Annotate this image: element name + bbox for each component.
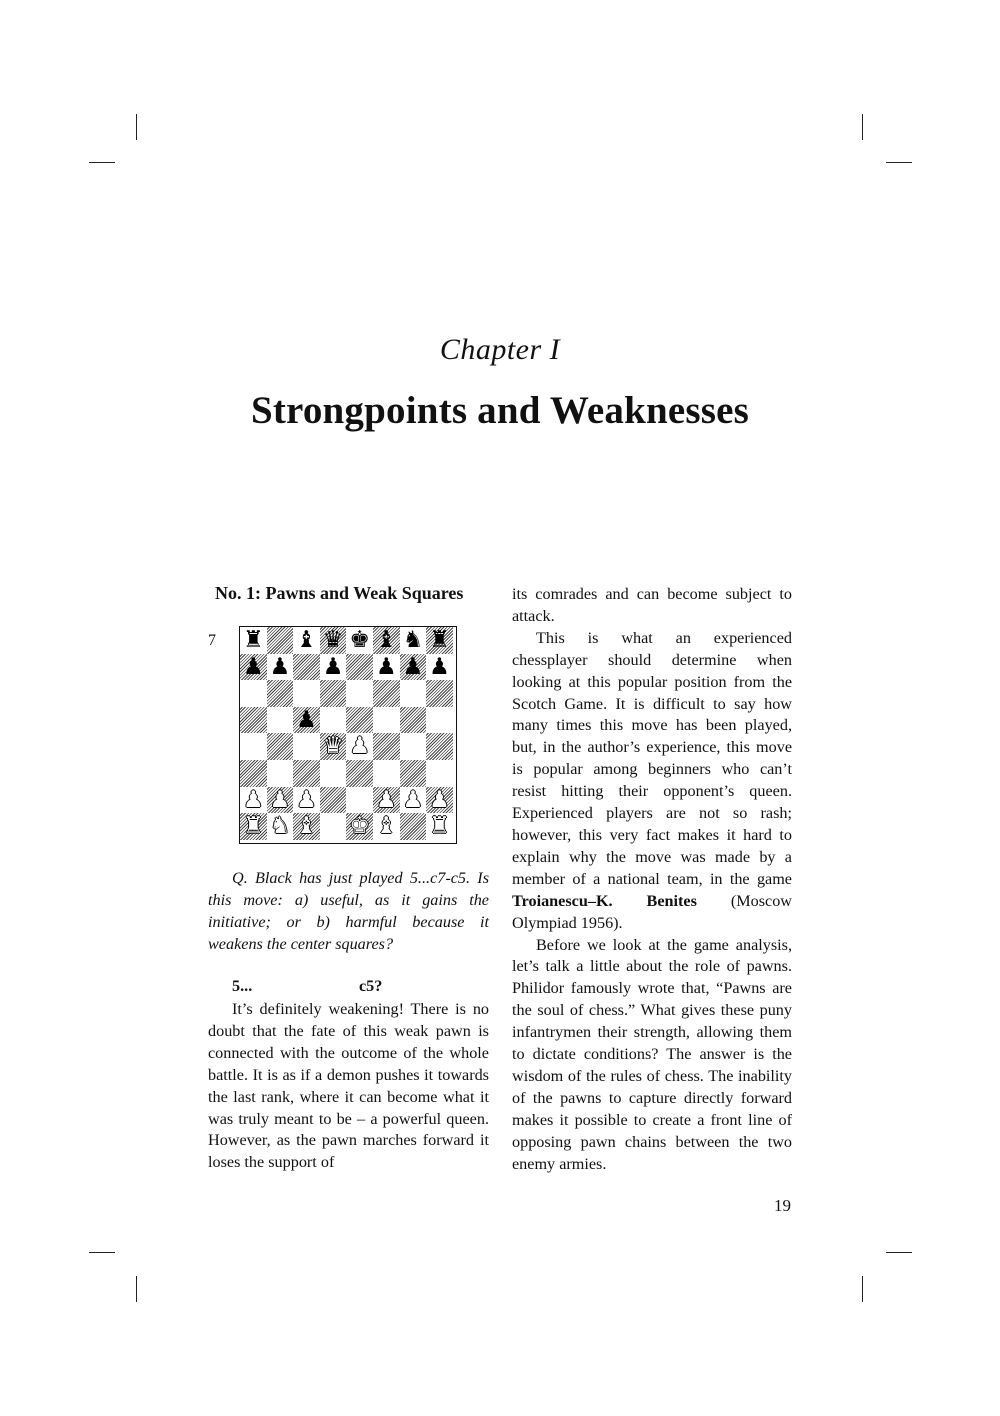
chess-piece: ♝ [296, 813, 317, 840]
page-number: 19 [774, 1196, 791, 1215]
chess-piece: ♟ [349, 733, 370, 760]
board-square [400, 680, 427, 707]
chess-piece: ♜ [429, 627, 450, 653]
chess-piece: ♟ [429, 653, 450, 680]
chess-piece: ♟ [402, 786, 424, 813]
chess-piece: ♝ [375, 627, 397, 653]
board-square [346, 787, 373, 814]
chess-piece: ♛ [322, 627, 344, 653]
board-square [373, 707, 400, 734]
chess-piece: ♟ [269, 786, 291, 813]
body-paragraph [512, 628, 792, 935]
chess-piece: ♟ [322, 653, 344, 680]
chess-piece: ♚ [349, 813, 370, 840]
board-square [320, 813, 347, 840]
board-square [426, 707, 453, 734]
chess-piece: ♟ [269, 653, 291, 680]
move-text: c5? [359, 977, 383, 995]
board-square [267, 707, 294, 734]
board-square [346, 654, 373, 681]
board-square [346, 760, 373, 787]
right-column-body [512, 584, 792, 1175]
chess-piece: ♛ [322, 733, 344, 760]
chess-piece: ♜ [429, 813, 450, 840]
chess-piece: ♟ [375, 786, 397, 813]
chess-piece: ♝ [296, 627, 317, 653]
question-text: Q. Black has just played 5...c7-c5. Is this move: a) useful, as it gains the initiative; or b) harmful because it weakens the center squares? [208, 869, 489, 953]
board-square [400, 733, 427, 760]
chess-piece: ♟ [296, 706, 317, 733]
board-square [240, 760, 267, 787]
crop-mark [89, 1252, 115, 1253]
crop-mark [136, 114, 137, 140]
board-square [267, 627, 294, 654]
board-square [373, 733, 400, 760]
left-column-body [208, 999, 489, 1174]
board-square [373, 760, 400, 787]
board-square [400, 707, 427, 734]
crop-mark [886, 162, 912, 163]
board-square [293, 680, 320, 707]
body-text: (Moscow Olympiad 1956). [512, 891, 792, 932]
chess-piece: ♟ [429, 786, 450, 813]
board-square [240, 707, 267, 734]
board-square [400, 760, 427, 787]
board-square [320, 680, 347, 707]
board-square [267, 760, 294, 787]
chapter-title: Strongpoints and Weaknesses [250, 389, 750, 432]
chess-piece: ♚ [349, 627, 370, 653]
chess-piece: ♞ [402, 627, 424, 653]
board-square [293, 733, 320, 760]
chapter-label: Chapter I [439, 333, 561, 366]
chess-piece: ♟ [375, 653, 397, 680]
chess-diagram [239, 626, 457, 844]
body-paragraph: Before we look at the game analysis, let’s talk a little about the role of pawns. Philidor famously wrote that, “Pawns are the soul of chess.” What gives these puny infantrymen their strength, allowing them to dictate conditions? The answer is the wisdom of the rules of chess. The inability of the pawns to capture directly forward makes it possible to create a front line of opposing pawn chains between the two enemy armies. [512, 935, 792, 1173]
game-players: Troianescu–K. Benites [512, 891, 697, 910]
chess-piece: ♟ [242, 653, 264, 680]
board-square [267, 680, 294, 707]
chess-piece: ♟ [296, 786, 317, 813]
crop-mark [862, 1276, 863, 1302]
diagram-number: 7 [208, 632, 216, 649]
crop-mark [89, 162, 115, 163]
board-square [400, 813, 427, 840]
body-paragraph: its comrades and can become subject to attack. [512, 585, 792, 625]
board-square [320, 707, 347, 734]
board-square [240, 733, 267, 760]
section-heading: No. 1: Pawns and Weak Squares [215, 583, 464, 603]
board-square [426, 760, 453, 787]
board-square [346, 680, 373, 707]
chess-piece: ♜ [242, 627, 264, 653]
board-square [320, 760, 347, 787]
move-number: 5... [232, 977, 253, 995]
board-square [373, 680, 400, 707]
board-square [240, 680, 267, 707]
board-square [346, 707, 373, 734]
body-text: This is what an experienced chessplayer should determine when looking at this popular position from the Scotch Game. It is difficult to say how many times this move has been played, but, in the author’s experience, this move is popular among beginners who can’t resist hitting their opponent’s queen. Experienced players are not so rash; however, this very fact makes it hard to explain why the move was made by a member of a national team, in the game [512, 628, 792, 888]
crop-mark [862, 114, 863, 140]
board-square [293, 760, 320, 787]
crop-mark [136, 1276, 137, 1302]
chess-piece: ♝ [375, 813, 397, 840]
board-square [426, 733, 453, 760]
board-square [320, 787, 347, 814]
chess-piece: ♟ [242, 786, 264, 813]
chess-piece: ♞ [269, 813, 291, 840]
board-square [293, 654, 320, 681]
chess-piece: ♟ [402, 653, 424, 680]
board-square [426, 680, 453, 707]
crop-mark [886, 1252, 912, 1253]
chess-piece: ♜ [242, 813, 264, 840]
body-paragraph: It’s definitely weakening! There is no doubt that the fate of this weak pawn is connected with the outcome of the whole battle. It is as if a demon pushes it towards the last rank, where it can become what it was truly meant to be – a powerful queen. However, as the pawn marches forward it loses the support of [208, 1000, 489, 1172]
board-square [267, 733, 294, 760]
